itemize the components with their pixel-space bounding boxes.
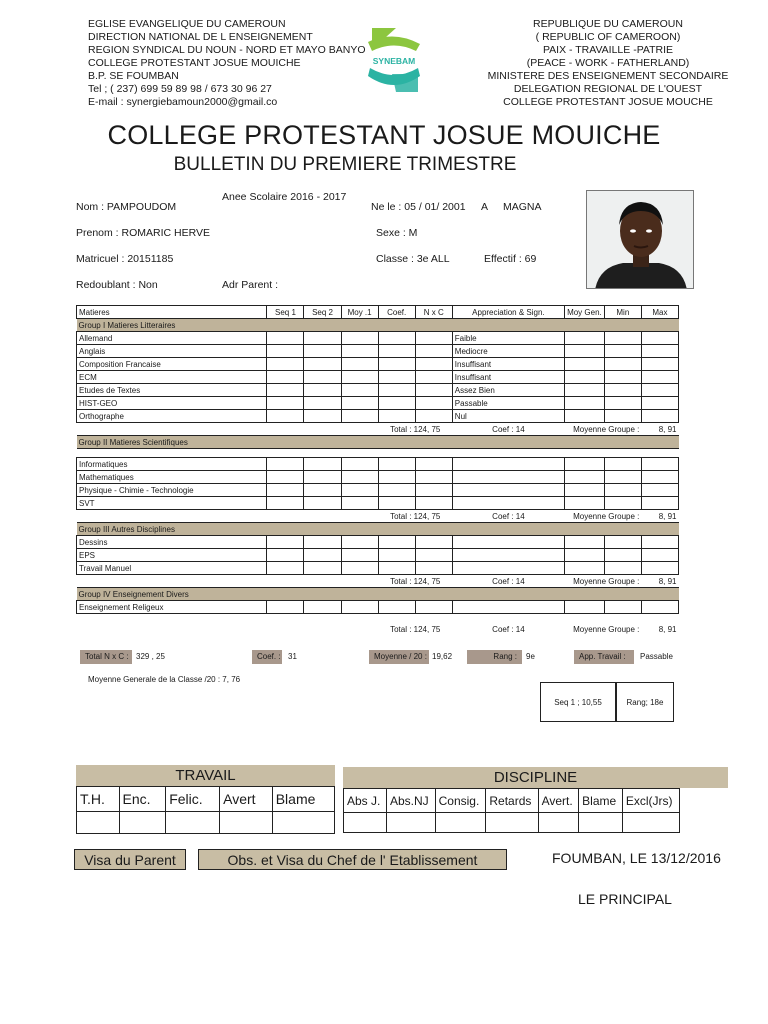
student-firstname: Prenom : ROMARIC HERVE	[76, 227, 211, 239]
group-coef: Coef : 14	[492, 576, 525, 586]
student-photo	[586, 190, 694, 289]
travail-col: Avert	[220, 787, 273, 812]
group-total-row	[77, 575, 679, 588]
discipline-value-row	[344, 813, 680, 833]
synebam-logo	[362, 24, 426, 96]
header-right-line: ( REPUBLIC OF CAMEROON)	[535, 31, 681, 43]
table-row	[77, 562, 679, 575]
appreciation: Assez Bien	[452, 384, 564, 397]
header-right-line: DELEGATION REGIONAL DE L'OUEST	[513, 83, 703, 95]
appreciation: Mediocre	[452, 345, 564, 358]
overall-coef-value: 31	[288, 652, 297, 661]
group-name: Group II Matieres Scientifiques	[77, 436, 679, 449]
subject: Mathematiques	[77, 471, 267, 484]
header-left-line: Tel ; ( 237) 699 59 89 98 / 673 30 96 27	[88, 83, 272, 95]
discipline-table	[343, 788, 680, 833]
total-nxc-value: 329 , 25	[136, 652, 165, 661]
app-travail-label: App. Travail :	[574, 650, 634, 664]
appreciation: Faible	[452, 332, 564, 345]
subject: Anglais	[77, 345, 267, 358]
discipline-title: DISCIPLINE	[343, 767, 728, 788]
table-row	[77, 397, 679, 410]
place-date: FOUMBAN, LE 13/12/2016	[552, 850, 721, 866]
discipline-col: Avert.	[538, 789, 579, 813]
subject: Allemand	[77, 332, 267, 345]
overall-moyenne-value: 19,62	[432, 652, 453, 661]
group-moyenne-value: 8, 91	[658, 624, 677, 634]
group-row	[77, 523, 679, 536]
table-row	[77, 484, 679, 497]
subject: ECM	[77, 371, 267, 384]
overall-coef-label: Coef. :	[252, 650, 282, 664]
discipline-col: Retards	[486, 789, 538, 813]
appreciation: Nul	[452, 410, 564, 423]
subject: Orthographe	[77, 410, 267, 423]
discipline-col: Abs.NJ	[386, 789, 435, 813]
travail-col: Felic.	[166, 787, 220, 812]
table-row	[77, 332, 679, 345]
bulletin-subtitle: BULLETIN DU PREMIERE TRIMESTRE	[173, 154, 517, 175]
table-row	[77, 358, 679, 371]
table-row	[77, 345, 679, 358]
header-right-line: COLLEGE PROTESTANT JOSUE MOUCHE	[503, 96, 713, 108]
table-header-row	[77, 306, 679, 319]
visa-chef: Obs. et Visa du Chef de l' Etablissement	[198, 849, 507, 870]
school-year: Anee Scolaire 2016 - 2017	[222, 191, 347, 203]
group-total: Total : 124, 75	[390, 424, 441, 434]
travail-col: T.H.	[77, 787, 120, 812]
grades-table	[76, 305, 679, 636]
table-row	[77, 410, 679, 423]
header-right-line: MINISTERE DES ENSEIGNEMENT SECONDAIRE	[487, 70, 729, 82]
appreciation: Insuffisant	[452, 371, 564, 384]
header-right	[482, 18, 734, 109]
subject: Etudes de Textes	[77, 384, 267, 397]
col-header: Seq 1	[267, 306, 304, 319]
group-name: Group III Autres Disciplines	[77, 523, 679, 536]
header-left	[88, 18, 366, 109]
travail-header-row	[77, 787, 335, 812]
group-moyenne-label: Moyenne Groupe :	[573, 511, 640, 521]
class-average: Moyenne Generale de la Classe /20 : 7, 76	[88, 675, 241, 684]
overall-moyenne-label: Moyenne / 20 :	[369, 650, 429, 664]
subject: EPS	[77, 549, 267, 562]
col-header: Appreciation & Sign.	[452, 306, 564, 319]
rang-label: Rang :	[467, 650, 522, 664]
travail-table	[76, 786, 335, 834]
travail-title: TRAVAIL	[76, 765, 335, 786]
school-title: COLLEGE PROTESTANT JOSUE MOUICHE	[107, 120, 661, 150]
table-row	[77, 497, 679, 510]
subject: SVT	[77, 497, 267, 510]
col-header: Seq 2	[304, 306, 341, 319]
subject: Informatiques	[77, 458, 267, 471]
header-right-line: (PEACE - WORK - FATHERLAND)	[526, 57, 690, 69]
header-right-line: PAIX - TRAVAILLE -PATRIE	[542, 44, 674, 56]
col-header: Moy .1	[341, 306, 378, 319]
group-total: Total : 124, 75	[390, 624, 441, 634]
redoublant: Redoublant : Non	[76, 279, 158, 291]
group-moyenne-value: 8, 91	[658, 424, 677, 434]
appreciation: Insuffisant	[452, 358, 564, 371]
subject: Dessins	[77, 536, 267, 549]
subject: Composition Francaise	[77, 358, 267, 371]
student-matricule: Matricuel : 20151185	[76, 253, 174, 265]
app-travail-value: Passable	[640, 652, 673, 661]
student-sex: Sexe : M	[376, 227, 418, 239]
header-left-line: COLLEGE PROTESTANT JOSUE MOUICHE	[88, 57, 301, 69]
birth-date: Ne le : 05 / 01/ 2001	[371, 201, 466, 213]
col-header: N x C	[415, 306, 452, 319]
logo-text: SYNEBAM	[372, 56, 416, 66]
birth-place: MAGNA	[503, 201, 542, 213]
col-header: Min	[604, 306, 641, 319]
subject: Travail Manuel	[77, 562, 267, 575]
group-row	[77, 588, 679, 601]
header-left-line: EGLISE EVANGELIQUE DU CAMEROUN	[88, 18, 286, 30]
parent-address: Adr Parent :	[222, 279, 279, 291]
group-coef: Coef : 14	[492, 511, 525, 521]
col-header: Moy Gen.	[565, 306, 605, 319]
student-name: Nom : PAMPOUDOM	[76, 201, 177, 213]
student-portrait-icon	[587, 191, 694, 289]
group-moyenne-value: 8, 91	[658, 576, 677, 586]
subject: Physique - Chimie - Technologie	[77, 484, 267, 497]
header-left-line: E-mail : synergiebamoun2000@gmail.co	[88, 96, 278, 108]
travail-col: Enc.	[119, 787, 166, 812]
spacer-row	[77, 449, 679, 458]
synebam-logo-icon	[362, 24, 426, 96]
student-class: Classe : 3e ALL	[376, 253, 450, 265]
group-name: Group IV Enseignement Divers	[77, 588, 679, 601]
header-left-line: DIRECTION NATIONAL DE L ENSEIGNEMENT	[88, 31, 313, 43]
appreciation: Passable	[452, 397, 564, 410]
group-moyenne-label: Moyenne Groupe :	[573, 576, 640, 586]
seq1-average: Seq 1 ; 10,55	[540, 682, 616, 722]
subject: Enseignement Religeux	[77, 601, 267, 614]
group-coef: Coef : 14	[492, 624, 525, 634]
group-total-row	[77, 623, 679, 636]
travail-col: Blame	[272, 787, 334, 812]
discipline-col: Consig.	[435, 789, 486, 813]
table-row	[77, 371, 679, 384]
group-moyenne-label: Moyenne Groupe :	[573, 624, 640, 634]
table-row	[77, 536, 679, 549]
discipline-header-row	[344, 789, 680, 813]
group-moyenne-value: 8, 91	[658, 511, 677, 521]
col-header: Matieres	[77, 306, 267, 319]
discipline-col: Abs J.	[344, 789, 387, 813]
group-total: Total : 124, 75	[390, 576, 441, 586]
group-total-row	[77, 510, 679, 523]
travail-value-row	[77, 812, 335, 834]
subject: HIST-GEO	[77, 397, 267, 410]
table-row	[77, 549, 679, 562]
header-left-line: B.P. SE FOUMBAN	[88, 70, 179, 82]
group-coef: Coef : 14	[492, 424, 525, 434]
rang-value: 9e	[526, 652, 535, 661]
header-right-line: REPUBLIQUE DU CAMEROUN	[533, 18, 683, 30]
spacer-row	[77, 614, 679, 623]
group-total-row	[77, 423, 679, 436]
principal-label: LE PRINCIPAL	[578, 891, 672, 907]
col-header: Coef.	[378, 306, 415, 319]
birth-at: A	[481, 201, 489, 213]
table-row	[77, 471, 679, 484]
col-header: Max	[641, 306, 678, 319]
class-size: Effectif : 69	[484, 253, 537, 265]
table-row	[77, 384, 679, 397]
table-row	[77, 458, 679, 471]
header-left-line: REGION SYNDICAL DU NOUN - NORD ET MAYO BANYO	[88, 44, 366, 56]
group-row	[77, 319, 679, 332]
group-name: Group I Matieres Litteraires	[77, 319, 679, 332]
seq1-rank: Rang; 18e	[616, 682, 674, 722]
group-total: Total : 124, 75	[390, 511, 441, 521]
discipline-col: Blame	[579, 789, 623, 813]
discipline-col: Excl(Jrs)	[622, 789, 679, 813]
visa-parent: Visa du Parent	[74, 849, 186, 870]
total-nxc-label: Total N x C :	[80, 650, 132, 664]
group-moyenne-label: Moyenne Groupe :	[573, 424, 640, 434]
table-row	[77, 601, 679, 614]
group-row	[77, 436, 679, 449]
